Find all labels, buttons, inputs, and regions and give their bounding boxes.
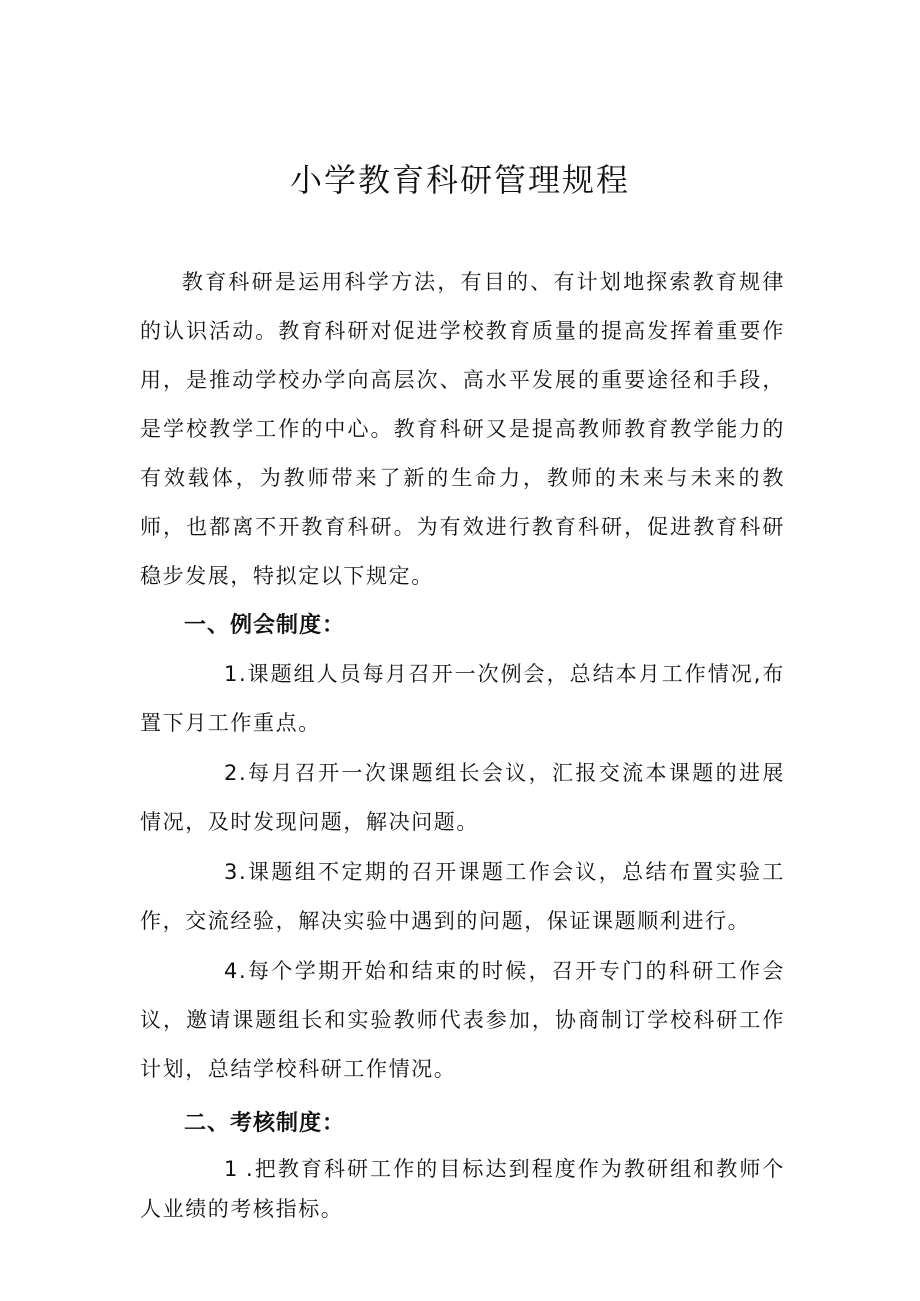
section-heading-meetings: 一、例会制度： bbox=[184, 613, 346, 638]
meeting-item-3 bbox=[140, 848, 785, 946]
item-number: 3 bbox=[224, 860, 239, 884]
meeting-item-4 bbox=[140, 947, 785, 1094]
meeting-item-1 bbox=[140, 650, 785, 748]
item-number: 1 bbox=[224, 662, 239, 686]
item-number: 4 bbox=[224, 959, 239, 983]
intro-paragraph: 教育科研是运用科学方法，有目的、有计划地探索教育规律的认识活动。教育科研对促进学校教育质量的提高发挥着重要作用，是推动学校办学向高层次、高水平发展的重要途径和手段，是学校教学工作的中心。教育科研又是提高教师教育教学能力的有效载体，为教师带来了新的生命力，教师的未来与未来的教师，也都离不开教育科研。为有效进行教育科研，促进教育科研稳步发展，特拟定以下规定。 bbox=[140, 270, 785, 588]
section-heading-assessment: 二、考核制度： bbox=[184, 1111, 346, 1136]
item-number: 1 bbox=[224, 1157, 239, 1181]
item-text: .每个学期开始和结束的时候，召开专门的科研工作会议，邀请课题组长和实验教师代表参加，协商制订学校科研工作计划，总结学校科研工作情况。 bbox=[140, 959, 785, 1081]
assessment-item-1 bbox=[140, 1149, 785, 1229]
item-text: .课题组人员每月召开一次例会，总结本月工作情况,布置下月工作重点。 bbox=[140, 662, 785, 735]
item-number: 2 bbox=[224, 761, 239, 785]
document-title: 小学教育科研管理规程 bbox=[289, 161, 630, 199]
meeting-item-2 bbox=[140, 749, 785, 847]
item-text: .每月召开一次课题组长会议，汇报交流本课题的进展情况，及时发现问题，解决问题。 bbox=[140, 761, 785, 834]
item-text: .把教育科研工作的目标达到程度作为教研组和教师个人业绩的考核指标。 bbox=[140, 1157, 785, 1221]
document-body bbox=[140, 258, 785, 1229]
item-text: .课题组不定期的召开课题工作会议，总结布置实验工作，交流经验，解决实验中遇到的问题，保证课题顺利进行。 bbox=[140, 860, 785, 933]
